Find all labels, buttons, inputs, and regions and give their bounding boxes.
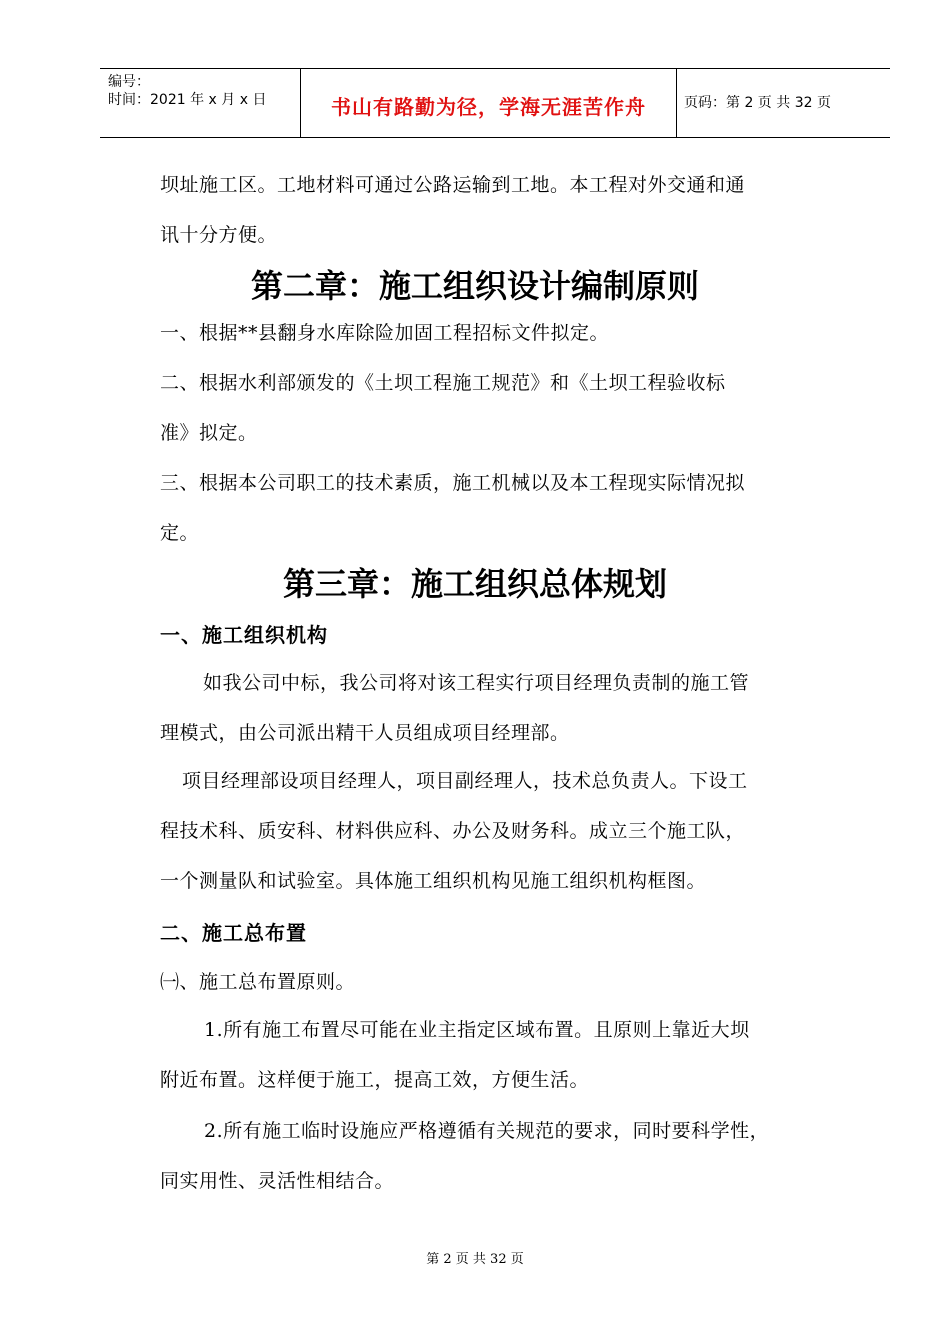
paragraph-line: 程技术科、质安科、材料供应科、办公及财务科。成立三个施工队， [160,820,746,842]
section-2-title: 二、施工总布置 [160,921,307,945]
paragraph-line: 讯十分方便。 [160,224,278,246]
paragraph-line: 坝址施工区。工地材料可通过公路运输到工地。本工程对外交通和通 [160,174,746,196]
section-1-title: 一、施工组织机构 [160,623,328,647]
chapter-2-title: 第二章：施工组织设计编制原则 [250,267,699,305]
paragraph-line: 三、根据本公司职工的技术素质，施工机械以及本工程现实际情况拟 [160,472,746,494]
motto-text: 书山有路勤为径，学海无涯苦作舟 [331,95,646,119]
chapter-3-title: 第三章：施工组织总体规划 [282,565,667,603]
paragraph-line: 准》拟定。 [160,422,258,444]
paragraph-line: 理模式，由公司派出精干人员组成项目经理部。 [160,722,570,744]
paragraph-line: 二、根据水利部颁发的《土坝工程施工规范》和《土坝工程验收标 [160,372,726,394]
paragraph-line: 附近布置。这样便于施工，提高工效，方便生活。 [160,1069,590,1091]
code-label: 编号： [108,74,150,90]
paragraph-line: 一个测量队和试验室。具体施工组织机构见施工组织机构框图。 [160,870,707,892]
subsection-title: ㈠、施工总布置原则。 [160,971,356,993]
page-label: 页码：第 2 页 共 32 页 [684,95,831,111]
paragraph-line: 项目经理部设项目经理人，项目副经理人，技术总负责人。下设工 [182,770,748,792]
paragraph-line: 一、根据**县翻身水库除险加固工程招标文件拟定。 [160,322,610,344]
paragraph-line: 1.所有施工布置尽可能在业主指定区域布置。且原则上靠近大坝 [204,1019,750,1041]
header-page-cell [676,69,890,137]
paragraph-line: 同实用性、灵活性相结合。 [160,1170,395,1192]
paragraph-line: 定。 [160,522,200,544]
paragraph-line: 如我公司中标，我公司将对该工程实行项目经理负责制的施工管 [203,672,750,694]
time-label: 时间：2021 年 x 月 x 日 [108,92,267,108]
page-footer: 第 2 页 共 32 页 [426,1252,524,1267]
header-meta-cell [100,69,300,137]
paragraph-line: 2.所有施工临时设施应严格遵循有关规范的要求，同时要科学性， [204,1120,770,1142]
header-motto-cell [300,69,677,137]
page-header [100,68,890,138]
